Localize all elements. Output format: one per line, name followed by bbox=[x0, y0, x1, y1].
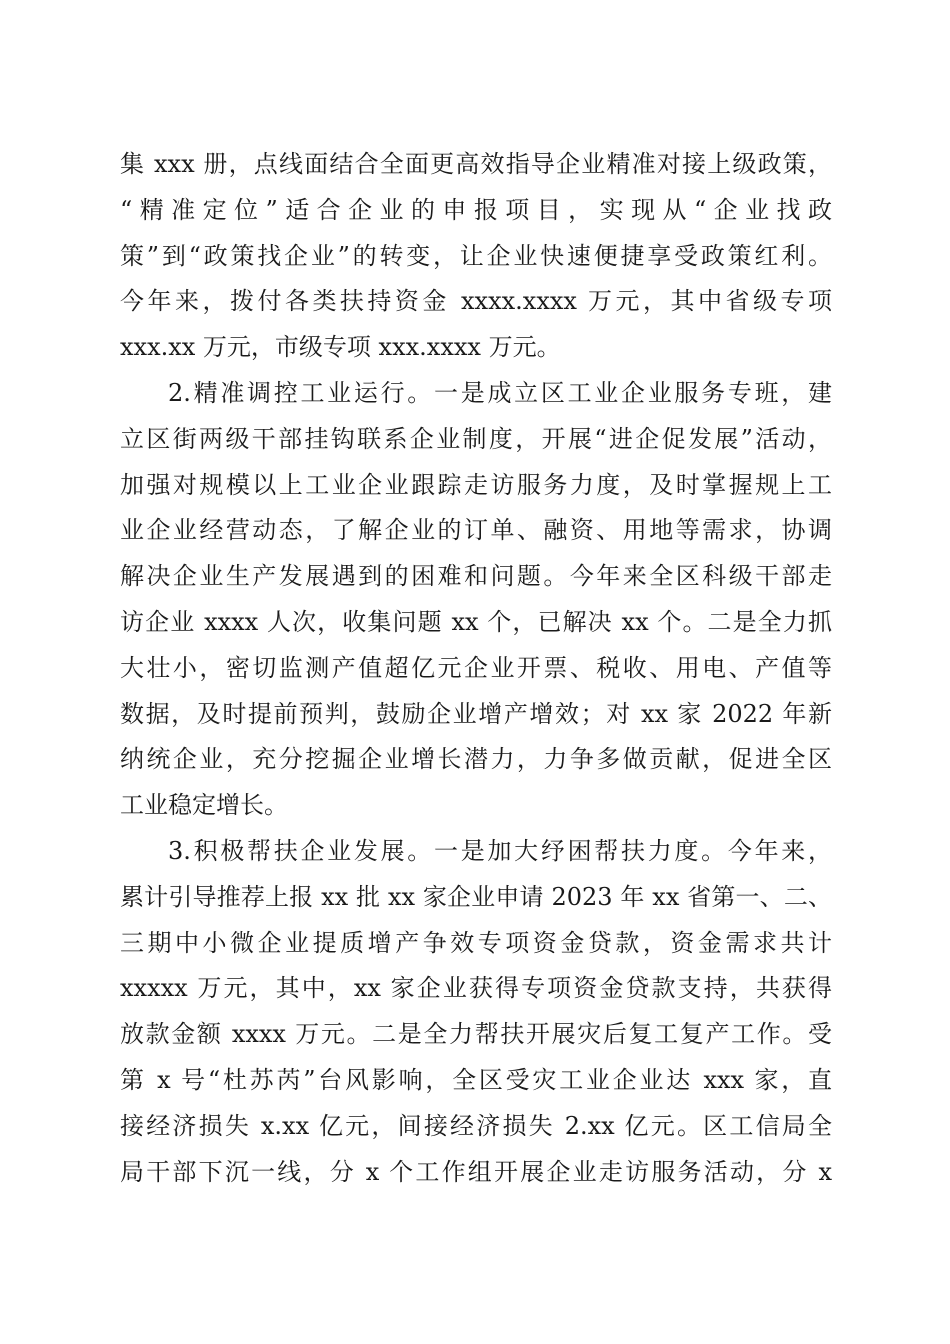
text-line: 2.精准调控工业运行。一是成立区工业企业服务专班，建 bbox=[168, 378, 832, 407]
text-line: 纳统企业，充分挖掘企业增长潜力，力争多做贡献，促进全区 bbox=[120, 745, 832, 774]
text-line: 放款金额 xxxx 万元。二是全力帮扶开展灾后复工复产工作。受 bbox=[120, 1020, 832, 1049]
text-line: 加强对规模以上工业企业跟踪走访服务力度，及时掌握规上工 bbox=[120, 470, 832, 499]
text-line: 大壮小，密切监测产值超亿元企业开票、税收、用电、产值等 bbox=[120, 653, 832, 682]
text-line: 今年来，拨付各类扶持资金 xxxx.xxxx 万元，其中省级专项 bbox=[120, 287, 832, 316]
text-line: 集 xxx 册，点线面结合全面更高效指导企业精准对接上级政策， bbox=[120, 150, 832, 178]
text-line: 策”到“政策找企业”的转变，让企业快速便捷享受政策红利。 bbox=[120, 241, 832, 270]
text-line: xxx.xx 万元，市级专项 xxx.xxxx 万元。 bbox=[120, 333, 561, 362]
text-line: 数据，及时提前预判，鼓励企业增产增效；对 xx 家 2022 年新 bbox=[120, 699, 832, 728]
document-body bbox=[120, 142, 832, 1195]
text-line: 立区街两级干部挂钩联系企业制度，开展“进企促发展”活动， bbox=[120, 424, 832, 453]
text-line: 第 x 号“杜苏芮”台风影响，全区受灾工业企业达 xxx 家，直 bbox=[120, 1065, 832, 1094]
text-line: 工业稳定增长。 bbox=[120, 791, 288, 820]
text-line: 三期中小微企业提质增产争效专项资金贷款，资金需求共计 bbox=[120, 928, 832, 957]
text-line: 局干部下沉一线，分 x 个工作组开展企业走访服务活动，分 x bbox=[120, 1157, 832, 1186]
text-line: 解决企业生产发展遇到的困难和问题。今年来全区科级干部走 bbox=[120, 562, 832, 591]
text-line: “精准定位”适合企业的申报项目，实现从“企业找政 bbox=[120, 195, 832, 224]
text-line: 接经济损失 x.xx 亿元，间接经济损失 2.xx 亿元。区工信局全 bbox=[120, 1111, 832, 1140]
text-line: 3.积极帮扶企业发展。一是加大纾困帮扶力度。今年来， bbox=[168, 836, 832, 865]
text-line: 访企业 xxxx 人次，收集问题 xx 个，已解决 xx 个。二是全力抓 bbox=[120, 607, 832, 636]
text-line: xxxxx 万元，其中，xx 家企业获得专项资金贷款支持，共获得 bbox=[120, 974, 832, 1003]
text-line: 累计引导推荐上报 xx 批 xx 家企业申请 2023 年 xx 省第一、二、 bbox=[120, 882, 832, 911]
text-line: 业企业经营动态，了解企业的订单、融资、用地等需求，协调 bbox=[120, 516, 832, 545]
